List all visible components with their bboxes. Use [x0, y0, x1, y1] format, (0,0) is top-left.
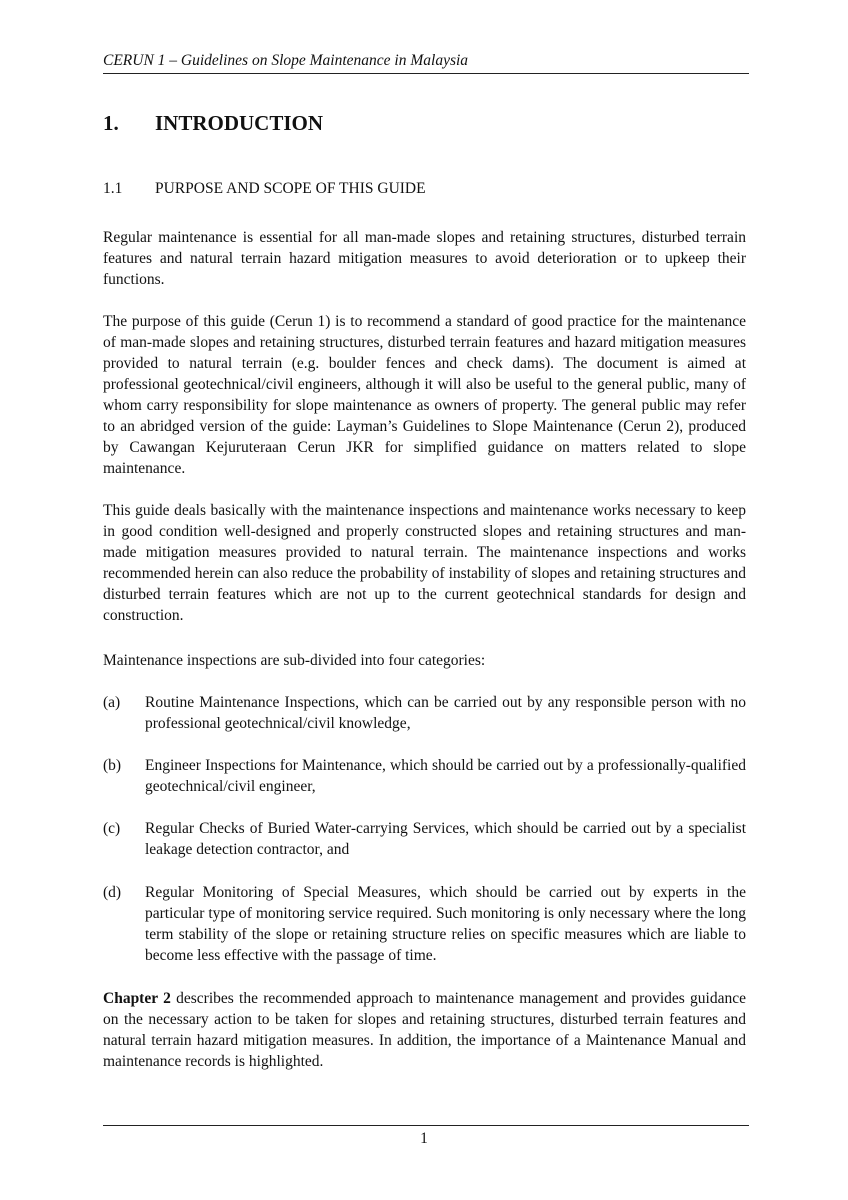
chapter-heading: [103, 111, 323, 136]
chapter-reference: Chapter 2: [103, 990, 171, 1007]
list-item-label: (d): [103, 884, 122, 901]
page-number: 1: [420, 1130, 428, 1147]
chapter-number: 1.: [103, 111, 119, 135]
paragraph-4: Maintenance inspections are sub-divided into four categories:: [103, 652, 486, 669]
list-item-text: Routine Maintenance Inspections, which can be carried out by any responsible person with no professional geotechnical/civil knowledge,: [145, 694, 746, 732]
paragraph-5-text: describes the recommended approach to maintenance management and provides guidance on the necessary action to be taken for slopes and retaining structures, disturbed terrain features and natural terrain hazard mitigation measures. In addition, the importance of a Maintenance Manual and maintenance records is highlighted.: [103, 990, 746, 1070]
list-item-text: Regular Monitoring of Special Measures, which should be carried out by experts in the particular type of monitoring service required. Such monitoring is only necessary where the long term stability of the slope or retaining structure relies on specific measures which are liable to become less effective with the passage of time.: [145, 884, 746, 964]
list-item-label: (b): [103, 757, 122, 774]
list-item-text: Engineer Inspections for Maintenance, which should be carried out by a professionally-qualified geotechnical/civil engineer,: [145, 757, 746, 795]
running-header-title: CERUN 1 – Guidelines on Slope Maintenance in Malaysia: [103, 52, 469, 69]
list-item-d: [103, 882, 746, 966]
paragraph-3: This guide deals basically with the maintenance inspections and maintenance works necessary to keep in good condition well-designed and properly constructed slopes and retaining structures and man-made mitigation measures provided to natural terrain. The maintenance inspections and works recommended herein can also reduce the probability of instability of slopes and retaining structures and disturbed terrain features which are not up to the current geotechnical standards for design and construction.: [103, 502, 746, 624]
section-heading: [103, 180, 426, 198]
list-item-c: [103, 818, 746, 860]
list-item-b: [103, 755, 746, 797]
running-header: [103, 52, 749, 74]
list-item-text: Regular Checks of Buried Water-carrying Services, which should be carried out by a specialist leakage detection contractor, and: [145, 820, 746, 858]
footer-rule: [103, 1125, 749, 1126]
paragraph-2: The purpose of this guide (Cerun 1) is to recommend a standard of good practice for the maintenance of man-made slopes and retaining structures, disturbed terrain features and hazard mitigation measures provided to natural terrain (e.g. boulder fences and check dams). The document is aimed at professional geotechnical/civil engineers, although it will also be useful to the general public, many of whom carry responsibility for slope maintenance as owners of property. The general public may refer to an abridged version of the guide: Layman’s Guidelines to Slope Maintenance (Cerun 2), produced by Cawangan Kejuruteraan Cerun JKR for simplified guidance on matters related to slope maintenance.: [103, 313, 746, 477]
section-number: 1.1: [103, 180, 123, 197]
chapter-title: INTRODUCTION: [155, 111, 324, 135]
paragraph-1: Regular maintenance is essential for all man-made slopes and retaining structures, disturbed terrain features and natural terrain hazard mitigation measures to avoid deterioration or to upkeep their functions.: [103, 229, 746, 288]
section-title: PURPOSE AND SCOPE OF THIS GUIDE: [155, 180, 426, 197]
list-item-label: (a): [103, 694, 121, 711]
paragraph-5: [103, 988, 746, 1072]
list-item-a: [103, 692, 746, 734]
list-item-label: (c): [103, 820, 121, 837]
